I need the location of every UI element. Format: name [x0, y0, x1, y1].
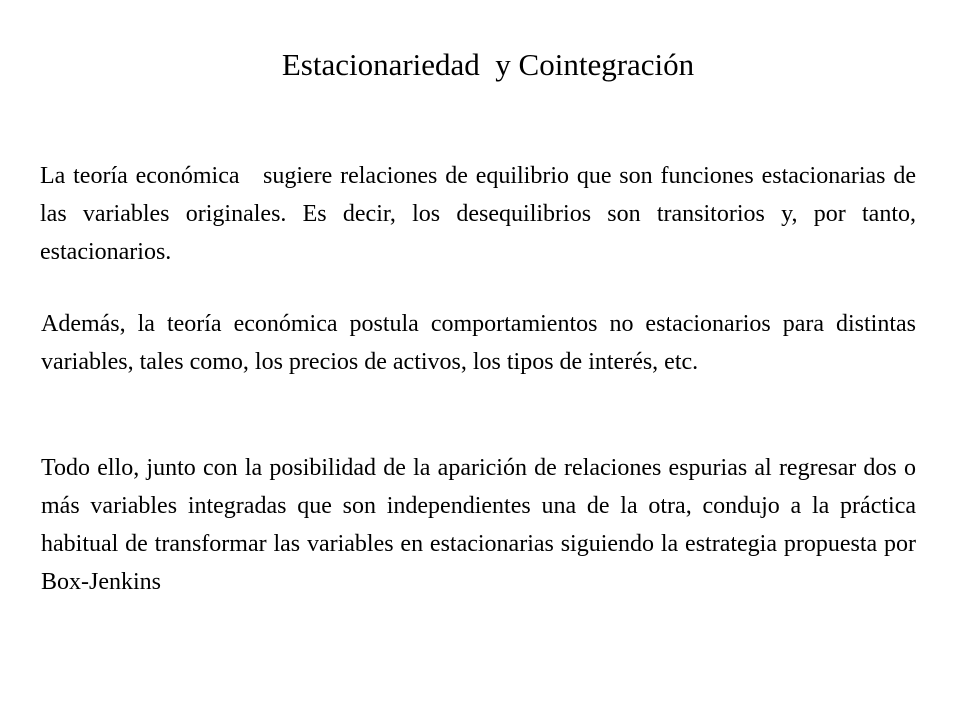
slide-title: Estacionariedad y Cointegración [281, 47, 695, 82]
paragraph-equilibrium: La teoría económica sugiere relaciones de equilibrio que son funciones estacionarias de las variables originales. Es decir, los desequilibrios son transitorios y, por tanto, estacionarios. [40, 163, 922, 265]
paragraph-box-jenkins: Todo ello, junto con la posibilidad de la aparición de relaciones espurias al regresar dos o más variables integradas que son independientes una de la otra, condujo a la práctica habitual de transformar las variables en estacionarias siguiendo la estrategia propuesta por Box-Jenkins [41, 455, 916, 595]
paragraph-nonstationary: Además, la teoría económica postula comportamientos no estacionarios para distintas variables, tales como, los precios de activos, los tipos de interés, etc. [41, 311, 916, 375]
